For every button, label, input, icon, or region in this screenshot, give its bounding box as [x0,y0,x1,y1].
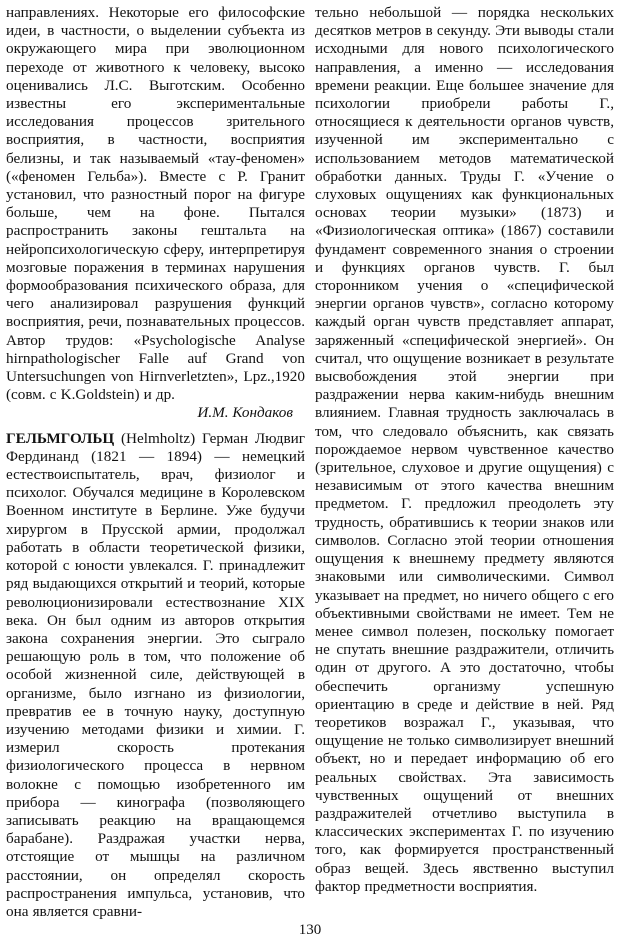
author-signature: И.М. Кондаков [197,404,293,422]
entry-body: (Helmholtz) Герман Людвиг Фердинанд (1821 — 1894) — немецкий естествоиспытатель, врач, физиолог и психолог. Обучался медицине в Королевском Военном институте в Берлине. Уже будучи хирургом в Прусской армии, продолжал работать в области теоретической физики, которой с юности увлекался. Г. принадлежит ряд выдающихся открытий и теорий, которые революционизировали естествознание XIX века. Он был одним из авторов открытия закона сохранения энергии. Это сыграло решающую роль в том, что положение об особой жизненной силе, действующей в организме, было изгнано из физиологии, превратив ее в точную науку, доступную изучению методами физики и химии. Г. измерил скорость протекания физиологического процесса в нервном волокне с помощью изобретенного им прибора — кинографа (позволяющего записывать реакцию на вращающемся барабане). Раздражая участки нерва, отстоящие от мышцы на различном расстоянии, он определял скорость распространения импульса, установив, что она является сравни- [6,429,305,920]
paragraph-continuation-left: направлениях. Некоторые его философские идеи, в частности, о выделении субъекта из окружающего мира при эволюционном переходе от животного к человеку, высоко оценивались Л.С. Выготским. Особенно известны его экспериментальные исследования процессов зрительного восприятия, в частности, восприятия белизны, и так называемый «тау-феномен» («феномен Гельба»). Вместе с Р. Гранит установил, что разностный порог на фигуре больше, чем на фоне. Пытался распространить законы гештальта на нейропсихологическую сферу, интерпретируя мозговые поражения в терминах нарушения формообразования психического образа, для чего анализировал разрушения функций восприятия, речи, познавательных процессов. Автор трудов: «Psychologische Analyse hirnpathologischer Falle auf Grand von Untersuchungen von Hirnverletzten», Lpz.,1920 (совм. с K.Goldstein) и др. [6,4,305,404]
dictionary-entry [6,430,305,921]
two-column-layout [6,4,614,921]
entry-headword: ГЕЛЬМГОЛЬЦ [6,429,115,447]
left-column [6,4,305,921]
right-column [315,4,614,921]
page-number: 130 [298,922,322,938]
paragraph-continuation-right: тельно небольшой — порядка нескольких десятков метров в секунду. Эти выводы стали исходными для нового психологического направления, а именно — исследования времени реакции. Еще большее значение для психологии приобрели работы Г., относящиеся к деятельности органов чувств, изученной им экспериментально с использованием методов математической обработки данных. Труды Г. «Учение о слуховых ощущениях как функциональных основах теории музыки» (1873) и «Физиологическая оптика» (1867) составили фундамент современного знания о строении и функциях органов чувств. Г. был сторонником учения о «специфической энергии органов чувств», согласно которому каждый орган чувств представляет аппарат, заряженный «специфической энергией». Он считал, что ощущение возникает в результате высвобождения этой энергии при раздражении нерва каким-нибудь внешним влиянием. Главная трудность заключалась в том, что следовало объяснить, как связать порождаемое нервом чувственное качество (зрительное, слуховое и другие ощущения) с независимым от этого качества внешним предметом. Г. предложил преодолеть эту трудность, обратившись к теории знаков или символов. Согласно этой теории отношения ощущения к внешнему предмету являются знаковыми или символическими. Символ указывает на предмет, но ничего общего с его объективными свойствами не имеет. Тем не менее символ полезен, поскольку помогает не спутать внешние раздражители, отличить один от другого. А это достаточно, чтобы обеспечить организму успешную ориентацию в среде и действие в ней. Ряд теоретиков возражал Г., указывая, что ощущение не только символизирует внешний объект, но и передает информацию об его реальных свойствах. Эта зависимость чувственных ощущений от внешних раздражителей отчетливо выступила в классических экспериментах Г. по изучению того, как формируется пространственный образ вещей. Здесь явственно выступил фактор предметности восприятия. [315,4,614,895]
